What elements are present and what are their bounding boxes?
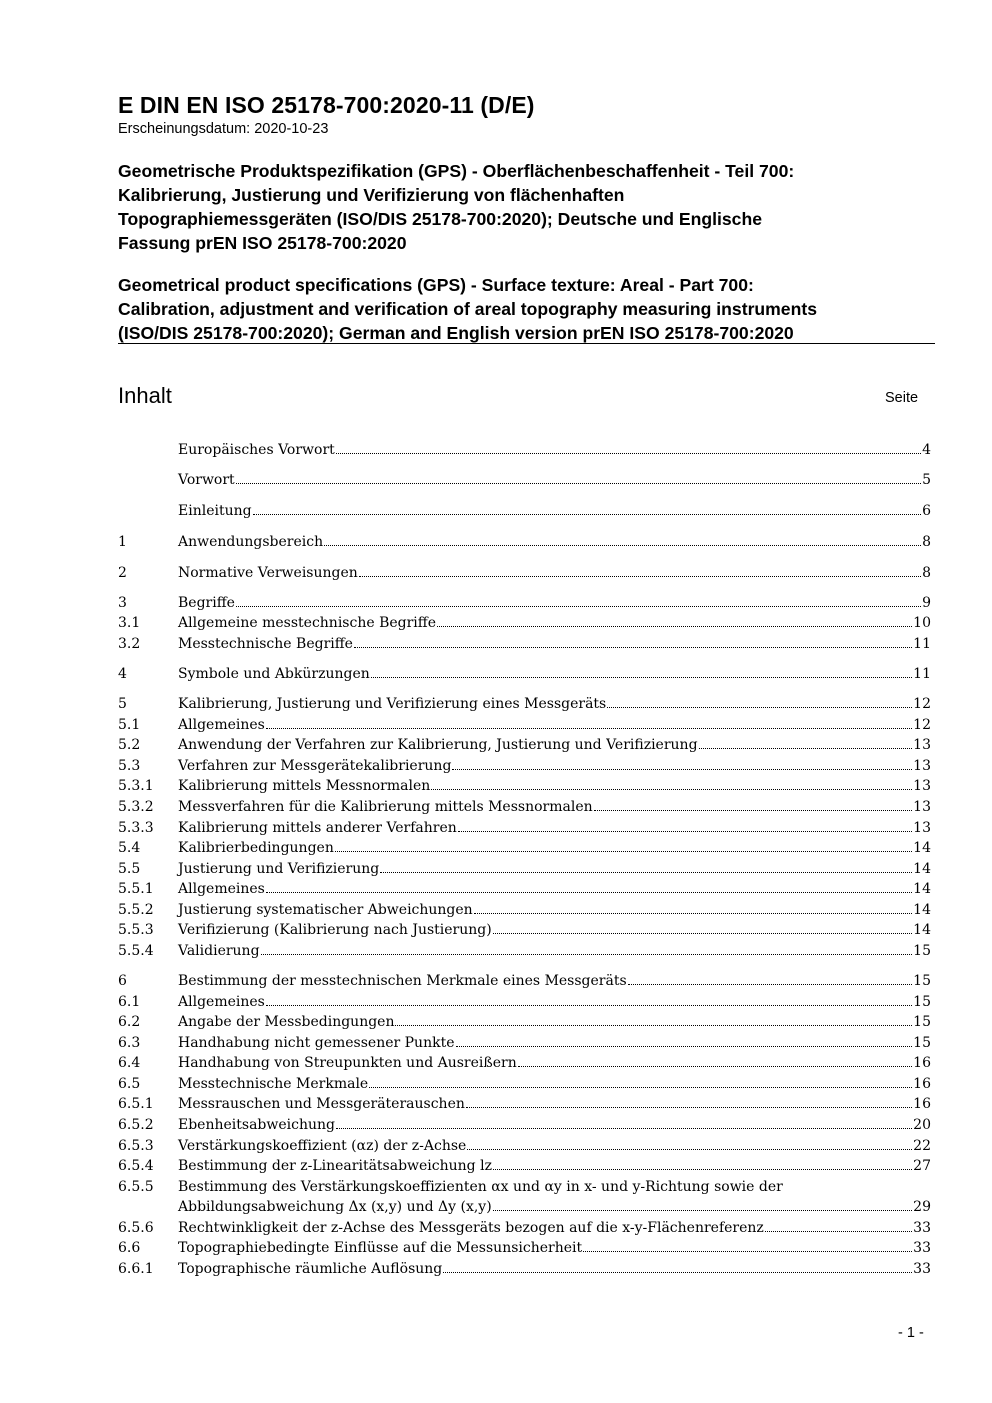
toc-entry-body — [178, 818, 931, 838]
toc-entry[interactable] — [118, 1156, 931, 1176]
toc-entry-body — [178, 1197, 931, 1217]
toc-entry-number: 5.3.2 — [118, 799, 154, 815]
toc-entry-page: 8 — [922, 565, 931, 581]
toc-entry-body — [178, 664, 931, 684]
toc-entry-number: 5 — [118, 696, 127, 712]
toc-entry-body — [178, 879, 931, 899]
toc-entry-title: Kalibrierbedingungen — [178, 840, 334, 856]
toc-entry-number: 3.1 — [118, 615, 141, 631]
toc-dot-leader — [359, 576, 921, 577]
toc-entry[interactable] — [118, 715, 931, 735]
toc-entry-body — [178, 1012, 931, 1032]
toc-entry-title: Anwendung der Verfahren zur Kalibrierung, Justierung und Verifizierung — [178, 737, 698, 753]
toc-entry[interactable] — [118, 593, 931, 613]
toc-entry-number: 6.3 — [118, 1035, 141, 1051]
toc-entry[interactable] — [118, 971, 931, 991]
toc-entry-number: 6 — [118, 973, 127, 989]
toc-entry-body — [178, 1136, 931, 1156]
toc-entry-number: 3 — [118, 595, 127, 611]
toc-entry-title: Validierung — [178, 943, 260, 959]
title-german-line: Topographiemessgeräten (ISO/DIS 25178-700:2020); Deutsche und Englische — [118, 209, 763, 229]
toc-entry[interactable] — [118, 735, 931, 755]
toc-entry-page: 13 — [913, 737, 931, 753]
toc-dot-leader — [452, 769, 912, 770]
toc-entry-title: Messtechnische Begriffe — [178, 636, 353, 652]
title-english-line: Geometrical product specifications (GPS) - Surface texture: Areal - Part 700: — [118, 275, 754, 295]
toc-entry-page: 4 — [922, 442, 931, 458]
toc-entry-number: 5.3.3 — [118, 820, 154, 836]
toc-entry-continuation[interactable] — [178, 1197, 931, 1217]
toc-entry-number: 5.4 — [118, 840, 141, 856]
toc-dot-leader — [467, 1149, 912, 1150]
toc-entry-body — [178, 859, 931, 879]
toc-entry-page: 14 — [913, 902, 931, 918]
toc-entry-title: Rechtwinkligkeit der z-Achse des Messgeräts bezogen auf die x-y-Flächenreferenz — [178, 1220, 764, 1236]
toc-dot-leader — [354, 647, 912, 648]
toc-entry[interactable] — [118, 563, 931, 583]
toc-entry-body — [178, 776, 931, 796]
toc-entry-number: 6.5.5 — [118, 1179, 154, 1195]
toc-entry-number: 6.5 — [118, 1076, 141, 1092]
toc-entry-number: 6.5.3 — [118, 1138, 154, 1154]
toc-entry-title: Normative Verweisungen — [178, 565, 358, 581]
toc-entry[interactable] — [118, 1115, 931, 1135]
toc-dot-leader — [594, 810, 913, 811]
toc-dot-leader — [458, 831, 912, 832]
toc-entry-title: Messrauschen und Messgeräterauschen — [178, 1096, 465, 1112]
document-title: E DIN EN ISO 25178-700:2020-11 (D/E) — [118, 92, 535, 118]
toc-dot-leader — [437, 626, 912, 627]
toc-entry[interactable] — [118, 440, 931, 460]
toc-entry-number: 2 — [118, 565, 127, 581]
toc-entry-body — [178, 593, 931, 613]
toc-entry-title: Bestimmung der messtechnischen Merkmale eines Messgeräts — [178, 973, 627, 989]
toc-entry-body — [178, 1115, 931, 1135]
toc-entry-page: 10 — [913, 615, 931, 631]
toc-heading: Inhalt — [118, 383, 172, 408]
toc-entry[interactable] — [118, 756, 931, 776]
toc-entry[interactable] — [118, 1074, 931, 1094]
toc-entry-title: Allgemeines — [178, 717, 265, 733]
toc-entry[interactable] — [118, 470, 931, 490]
toc-dot-leader — [335, 851, 912, 852]
toc-entry[interactable] — [118, 634, 931, 654]
toc-entry[interactable] — [118, 900, 931, 920]
toc-entry-body — [178, 735, 931, 755]
toc-entry-body — [178, 1053, 931, 1073]
toc-entry-number: 5.5.4 — [118, 943, 154, 959]
toc-entry-body — [178, 715, 931, 735]
toc-dot-leader — [583, 1251, 912, 1252]
title-english — [118, 273, 817, 345]
toc-entry-page: 15 — [913, 994, 931, 1010]
toc-entry-page: 20 — [913, 1117, 931, 1133]
toc-entry-body — [178, 971, 931, 991]
toc-entry-number: 5.2 — [118, 737, 141, 753]
toc-entry-body — [178, 613, 931, 633]
toc-entry-page: 13 — [913, 799, 931, 815]
toc-entry-number: 6.5.4 — [118, 1158, 154, 1174]
toc-entry-number: 3.2 — [118, 636, 141, 652]
toc-entry[interactable] — [118, 664, 931, 684]
toc-dot-leader — [380, 872, 912, 873]
toc-entry-body — [178, 900, 931, 920]
toc-dot-leader — [765, 1231, 912, 1232]
toc-entry-page: 33 — [913, 1220, 931, 1236]
toc-entry-body — [178, 992, 931, 1012]
toc-entry[interactable] — [118, 797, 931, 817]
toc-entry-page: 9 — [922, 595, 931, 611]
toc-dot-leader — [266, 1005, 912, 1006]
toc-entry[interactable] — [118, 920, 931, 940]
toc-entry-body — [178, 1033, 931, 1053]
toc-entry-title: Verstärkungskoeffizient (αz) der z-Achse — [178, 1138, 467, 1154]
toc-entry-body — [178, 501, 931, 521]
toc-entry[interactable] — [118, 613, 931, 633]
toc-entry-title: Handhabung nicht gemessener Punkte — [178, 1035, 455, 1051]
toc-dot-leader — [236, 483, 921, 484]
toc-entry-body — [178, 1218, 931, 1238]
toc-entry-title: Ebenheitsabweichung — [178, 1117, 335, 1133]
toc-entry-title: Topographiebedingte Einflüsse auf die Messunsicherheit — [178, 1240, 583, 1256]
toc-entry[interactable] — [118, 838, 931, 858]
toc-entry-number: 5.5.3 — [118, 922, 154, 938]
toc-entry-title: Verfahren zur Messgerätekalibrierung — [178, 758, 452, 774]
toc-dot-leader — [628, 984, 913, 985]
toc-entry[interactable] — [118, 941, 931, 961]
title-german-line: Geometrische Produktspezifikation (GPS) - Oberflächenbeschaffenheit - Teil 700: — [118, 161, 795, 181]
toc-dot-leader — [253, 514, 922, 515]
toc-dot-leader — [699, 748, 913, 749]
toc-entry-page: 8 — [922, 534, 931, 550]
toc-entry-number: 5.3 — [118, 758, 141, 774]
toc-entry-page: 6 — [922, 503, 931, 519]
toc-dot-leader — [431, 789, 912, 790]
toc-entry[interactable] — [118, 1136, 931, 1156]
toc-entry-title: Topographische räumliche Auflösung — [178, 1261, 443, 1277]
toc-entry-page: 33 — [913, 1240, 931, 1256]
toc-entry-page: 15 — [913, 973, 931, 989]
toc-entry-title: Anwendungsbereich — [178, 534, 324, 550]
toc-dot-leader — [369, 1087, 912, 1088]
title-german — [118, 159, 794, 255]
toc-entry[interactable] — [118, 818, 931, 838]
toc-entry-page: 13 — [913, 758, 931, 774]
toc-entry-body — [178, 797, 931, 817]
toc-entry[interactable] — [118, 694, 931, 714]
toc-entry-page: 13 — [913, 778, 931, 794]
toc-dot-leader — [336, 453, 921, 454]
toc-entry[interactable] — [118, 1094, 931, 1114]
toc-entry-page: 11 — [913, 636, 931, 652]
toc-entry[interactable] — [118, 1053, 931, 1073]
toc-dot-leader — [336, 1128, 912, 1129]
title-german-line: Fassung prEN ISO 25178-700:2020 — [118, 233, 407, 253]
toc-entry-page: 33 — [913, 1261, 931, 1277]
toc-entry-page: 14 — [913, 861, 931, 877]
toc-entry-title: Europäisches Vorwort — [178, 442, 335, 458]
toc-entry-number: 6.5.6 — [118, 1220, 154, 1236]
toc-entry-title: Messverfahren für die Kalibrierung mittels Messnormalen — [178, 799, 593, 815]
toc-entry-page: 14 — [913, 922, 931, 938]
toc-entry-body — [178, 756, 931, 776]
toc-entry-title: Kalibrierung mittels Messnormalen — [178, 778, 431, 794]
toc-entry-number: 6.6.1 — [118, 1261, 154, 1277]
toc-dot-leader — [236, 606, 921, 607]
toc-entry-title: Bestimmung der z-Linearitätsabweichung lz — [178, 1158, 492, 1174]
publication-date: Erscheinungsdatum: 2020-10-23 — [118, 121, 329, 137]
toc-entry-body — [178, 1177, 931, 1197]
toc-entry-page: 15 — [913, 1014, 931, 1030]
toc-entry-body — [178, 1156, 931, 1176]
toc-dot-leader — [493, 933, 912, 934]
toc-entry-number: 6.1 — [118, 994, 141, 1010]
toc-entry-title: Justierung systematischer Abweichungen — [178, 902, 473, 918]
toc-entry-title: Kalibrierung, Justierung und Verifizierung eines Messgeräts — [178, 696, 607, 712]
toc-dot-leader — [474, 913, 912, 914]
title-divider — [118, 343, 935, 344]
toc-entry-page: 16 — [913, 1096, 931, 1112]
toc-dot-leader — [493, 1169, 912, 1170]
toc-entry-number: 6.2 — [118, 1014, 141, 1030]
toc-dot-leader — [371, 677, 912, 678]
toc-dot-leader — [493, 1210, 913, 1211]
toc-page-label: Seite — [885, 390, 919, 406]
toc-dot-leader — [261, 954, 913, 955]
toc-entry-title: Bestimmung des Verstärkungskoeffizienten αx und αy in x- und y-Richtung sowie der — [178, 1179, 783, 1195]
toc-entry-title: Begriffe — [178, 595, 235, 611]
toc-entry[interactable] — [118, 1218, 931, 1238]
toc-entry[interactable] — [118, 1259, 931, 1279]
toc-entry-number: 5.5 — [118, 861, 141, 877]
toc-entry-body — [178, 1259, 931, 1279]
toc-dot-leader — [324, 545, 921, 546]
toc-entry[interactable] — [118, 1238, 931, 1258]
toc-entry[interactable] — [118, 1012, 931, 1032]
toc-entry-number: 5.5.2 — [118, 902, 154, 918]
title-german-line: Kalibrierung, Justierung und Verifizierung von flächenhaften — [118, 185, 625, 205]
toc-entry-body — [178, 838, 931, 858]
toc-entry-title: Angabe der Messbedingungen — [178, 1014, 395, 1030]
toc-entry-body — [178, 634, 931, 654]
toc-entry-number: 6.6 — [118, 1240, 141, 1256]
toc-entry[interactable] — [118, 501, 931, 521]
toc-entry[interactable] — [118, 776, 931, 796]
toc-dot-leader — [466, 1107, 912, 1108]
toc-entry-page: 12 — [913, 717, 931, 733]
toc-entry[interactable] — [118, 1033, 931, 1053]
toc-entry-title: Symbole und Abkürzungen — [178, 666, 370, 682]
toc-entry-body — [178, 1074, 931, 1094]
toc-entry-title: Allgemeine messtechnische Begriffe — [178, 615, 437, 631]
toc-entry[interactable] — [118, 532, 931, 552]
toc-entry-number: 6.5.1 — [118, 1096, 154, 1112]
toc-entry-page: 16 — [913, 1076, 931, 1092]
toc-entry-title: Verifizierung (Kalibrierung nach Justierung) — [178, 922, 492, 938]
page-number: - 1 - — [898, 1325, 924, 1341]
toc-entry-number: 4 — [118, 666, 127, 682]
toc-dot-leader — [266, 728, 912, 729]
toc-dot-leader — [607, 707, 912, 708]
toc-entry-number: 5.1 — [118, 717, 141, 733]
toc-entry-page: 16 — [913, 1055, 931, 1071]
toc-dot-leader — [266, 892, 912, 893]
toc-entry-title: Messtechnische Merkmale — [178, 1076, 369, 1092]
toc-entry[interactable] — [118, 1177, 931, 1197]
toc-entry-page: 13 — [913, 820, 931, 836]
toc-entry-title: Kalibrierung mittels anderer Verfahren — [178, 820, 457, 836]
toc-entry-body — [178, 694, 931, 714]
toc-dot-leader — [395, 1025, 912, 1026]
toc-entry-title: Justierung und Verifizierung — [178, 861, 380, 877]
toc-entry-body — [178, 1238, 931, 1258]
toc-entry-body — [178, 440, 931, 460]
toc-entry-page: 15 — [913, 943, 931, 959]
toc-entry-page: 15 — [913, 1035, 931, 1051]
title-english-line: Calibration, adjustment and verification of areal topography measuring instruments — [118, 299, 817, 319]
toc-entry-page: 11 — [913, 666, 931, 682]
toc-entry-number: 6.4 — [118, 1055, 141, 1071]
toc-entry-page: 12 — [913, 696, 931, 712]
toc-entry[interactable] — [118, 879, 931, 899]
toc-entry-page: 22 — [913, 1138, 931, 1154]
toc-entry-title: Allgemeines — [178, 994, 265, 1010]
toc-entry-body — [178, 941, 931, 961]
toc-entry-body — [178, 1094, 931, 1114]
toc-dot-leader — [443, 1272, 912, 1273]
toc-entry-number: 6.5.2 — [118, 1117, 154, 1133]
toc-entry-title: Vorwort — [178, 472, 235, 488]
toc-dot-leader — [518, 1066, 912, 1067]
toc-entry-number: 1 — [118, 534, 127, 550]
toc-entry-page: 29 — [913, 1199, 931, 1215]
title-english-line: (ISO/DIS 25178-700:2020); German and English version prEN ISO 25178-700:2020 — [118, 323, 794, 343]
toc-entry-number: 5.5.1 — [118, 881, 154, 897]
toc-entry-page: 27 — [913, 1158, 931, 1174]
toc-dot-leader — [456, 1046, 913, 1047]
toc-entry-title: Einleitung — [178, 503, 252, 519]
toc-entry[interactable] — [118, 859, 931, 879]
toc-entry-body — [178, 563, 931, 583]
toc-entry-body — [178, 920, 931, 940]
toc-entry-title: Abbildungsabweichung Δx (x,y) und Δy (x,y) — [178, 1199, 492, 1215]
toc-entry-body — [178, 470, 931, 490]
toc-entry-page: 5 — [922, 472, 931, 488]
toc-entry-page: 14 — [913, 881, 931, 897]
toc-entry-page: 14 — [913, 840, 931, 856]
toc-entry-title: Handhabung von Streupunkten und Ausreißern — [178, 1055, 517, 1071]
toc-entry-body — [178, 532, 931, 552]
toc-entry-title: Allgemeines — [178, 881, 265, 897]
toc-entry-number: 5.3.1 — [118, 778, 154, 794]
toc-entry[interactable] — [118, 992, 931, 1012]
